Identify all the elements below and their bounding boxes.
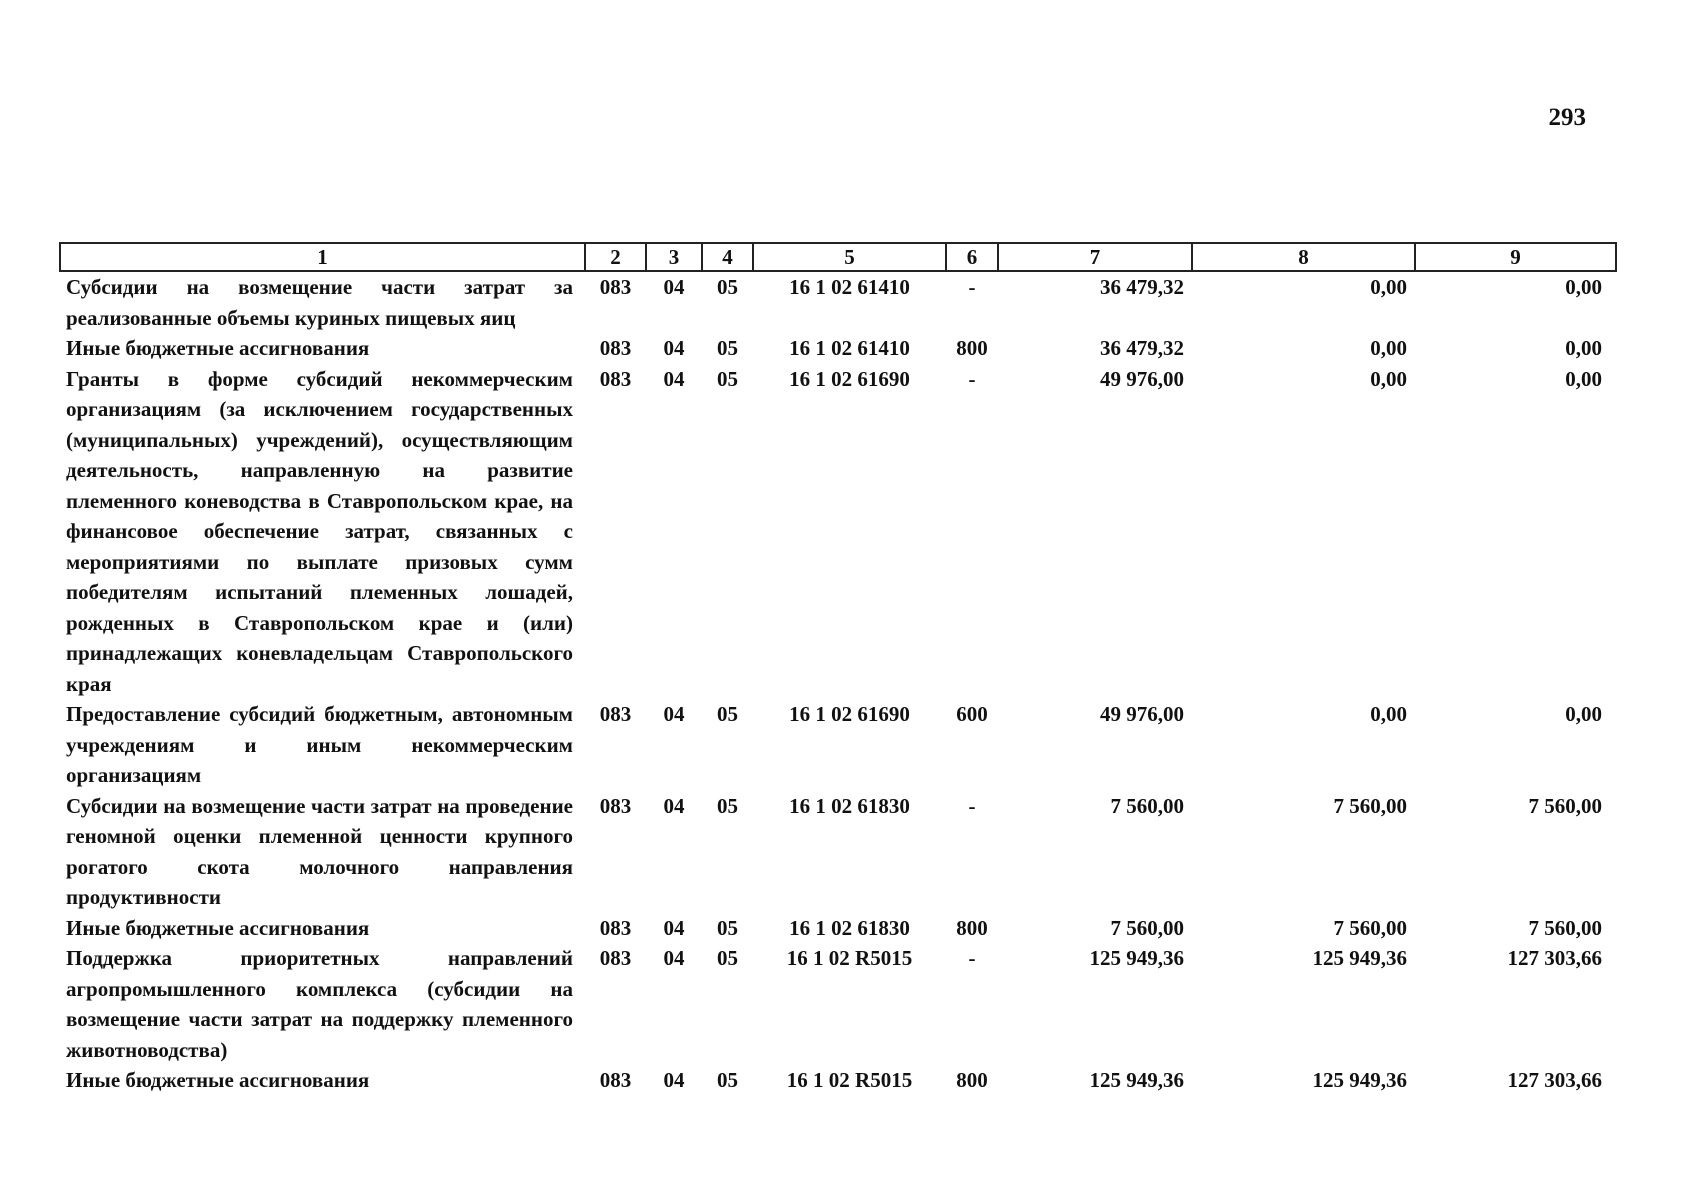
row-sum-1: 49 976,00 (1100, 366, 1184, 391)
row-sum-2: 0,00 (1370, 336, 1407, 360)
row-grbs: 083 (599, 702, 632, 726)
table-body (60, 271, 1616, 1096)
row-target-code: 16 1 02 61690 (789, 702, 910, 726)
row-sum-2: 125 949,36 (1312, 1068, 1407, 1092)
row-grbs: 083 (599, 793, 632, 818)
row-subsection: 05 (717, 275, 738, 299)
row-subsection: 05 (717, 793, 738, 818)
row-sum-1: 7 560,00 (1110, 915, 1184, 940)
row-grbs: 083 (599, 275, 632, 299)
row-name: Поддержка приоритетных направлений агропромышленного комплекса (субсидии на возмещение части затрат на поддержку племенного животноводства) (66, 946, 573, 1062)
row-section: 04 (663, 366, 685, 391)
header-row (60, 243, 1616, 271)
row-expense-type: 800 (956, 336, 988, 360)
column-header-3: 3 (646, 243, 702, 271)
row-sum-3: 0,00 (1565, 702, 1602, 726)
column-header-8: 8 (1192, 243, 1415, 271)
row-name: Субсидии на возмещение части затрат на проведение геномной оценки племенной ценности крупного рогатого скота молочного направления продуктивности (66, 793, 573, 909)
row-section: 04 (663, 946, 685, 970)
column-header-9: 9 (1415, 243, 1616, 271)
row-sum-3: 0,00 (1565, 366, 1602, 391)
row-section: 04 (663, 275, 685, 299)
row-subsection: 05 (717, 1068, 738, 1092)
row-subsection: 05 (717, 702, 738, 726)
row-grbs: 083 (599, 946, 632, 970)
row-expense-type: - (968, 793, 976, 818)
row-name: Иные бюджетные ассигнования (66, 915, 370, 940)
row-name: Иные бюджетные ассигнования (66, 1068, 370, 1092)
row-grbs: 083 (599, 915, 632, 940)
row-target-code: 16 1 02 61690 (789, 366, 910, 391)
row-sum-2: 0,00 (1370, 275, 1407, 299)
row-sum-2: 7 560,00 (1333, 793, 1407, 818)
row-sum-1: 125 949,36 (1089, 1068, 1184, 1092)
row-sum-1: 36 479,32 (1100, 336, 1184, 360)
page-number: 293 (1548, 104, 1586, 131)
row-sum-2: 7 560,00 (1333, 915, 1407, 940)
row-target-code: 16 1 02 61830 (789, 915, 910, 940)
row-target-code: 16 1 02 61410 (789, 275, 910, 299)
row-sum-3: 0,00 (1565, 336, 1602, 360)
row-sum-1: 125 949,36 (1089, 946, 1184, 970)
column-header-2: 2 (585, 243, 646, 271)
row-grbs: 083 (599, 336, 632, 360)
table-row (60, 699, 1616, 791)
table-row (60, 791, 1616, 913)
budget-table (59, 242, 1617, 1096)
table-header (60, 243, 1616, 271)
column-header-4: 4 (702, 243, 753, 271)
row-sum-1: 7 560,00 (1110, 793, 1184, 818)
table-row (60, 1065, 1616, 1096)
column-header-7: 7 (998, 243, 1192, 271)
row-subsection: 05 (717, 366, 738, 391)
row-name: Субсидии на возмещение части затрат за реализованные объемы куриных пищевых яиц (66, 275, 573, 330)
column-header-5: 5 (753, 243, 946, 271)
row-target-code: 16 1 02 R5015 (786, 1068, 913, 1092)
row-sum-3: 0,00 (1565, 275, 1602, 299)
row-target-code: 16 1 02 61410 (789, 336, 910, 360)
table-row (60, 943, 1616, 1065)
row-sum-2: 125 949,36 (1312, 946, 1407, 970)
row-sum-1: 49 976,00 (1100, 702, 1184, 726)
row-expense-type: 600 (956, 702, 988, 726)
row-sum-2: 0,00 (1370, 366, 1407, 391)
row-subsection: 05 (717, 946, 738, 970)
row-expense-type: - (968, 366, 976, 391)
row-expense-type: - (968, 275, 976, 299)
row-target-code: 16 1 02 R5015 (786, 946, 913, 970)
row-target-code: 16 1 02 61830 (789, 793, 910, 818)
row-sum-2: 0,00 (1370, 702, 1407, 726)
row-sum-3: 7 560,00 (1528, 793, 1602, 818)
table-row (60, 271, 1616, 333)
row-expense-type: 800 (956, 1068, 988, 1092)
row-sum-3: 7 560,00 (1528, 915, 1602, 940)
row-expense-type: - (968, 946, 976, 970)
row-subsection: 05 (717, 336, 738, 360)
row-section: 04 (663, 915, 685, 940)
table-row (60, 913, 1616, 944)
row-grbs: 083 (599, 1068, 632, 1092)
row-section: 04 (663, 702, 685, 726)
row-section: 04 (663, 793, 685, 818)
row-section: 04 (663, 336, 685, 360)
column-header-1: 1 (60, 243, 585, 271)
row-grbs: 083 (599, 366, 632, 391)
table-row (60, 364, 1616, 700)
table-row (60, 333, 1616, 364)
row-subsection: 05 (717, 915, 738, 940)
row-sum-3: 127 303,66 (1507, 946, 1602, 970)
row-sum-1: 36 479,32 (1100, 275, 1184, 299)
column-header-6: 6 (946, 243, 998, 271)
row-name: Гранты в форме субсидий некоммерческим организациям (за исключением государственных (муниципальных) учреждений), осуществляющим деятельность, направленную на развитие племенного коневодства в Ставропольском крае, на финансовое обеспечение затрат, связанных с мероприятиями по выплате призовых сумм победителям испытаний племенных лошадей, рожденных в Ставропольском крае и (или) принадлежащих коневладельцам Ставропольского края (66, 366, 573, 696)
row-name: Иные бюджетные ассигнования (66, 336, 370, 360)
row-sum-3: 127 303,66 (1507, 1068, 1602, 1092)
row-name: Предоставление субсидий бюджетным, автономным учреждениям и иным некоммерческим организациям (66, 702, 573, 787)
row-section: 04 (663, 1068, 685, 1092)
row-expense-type: 800 (956, 915, 988, 940)
